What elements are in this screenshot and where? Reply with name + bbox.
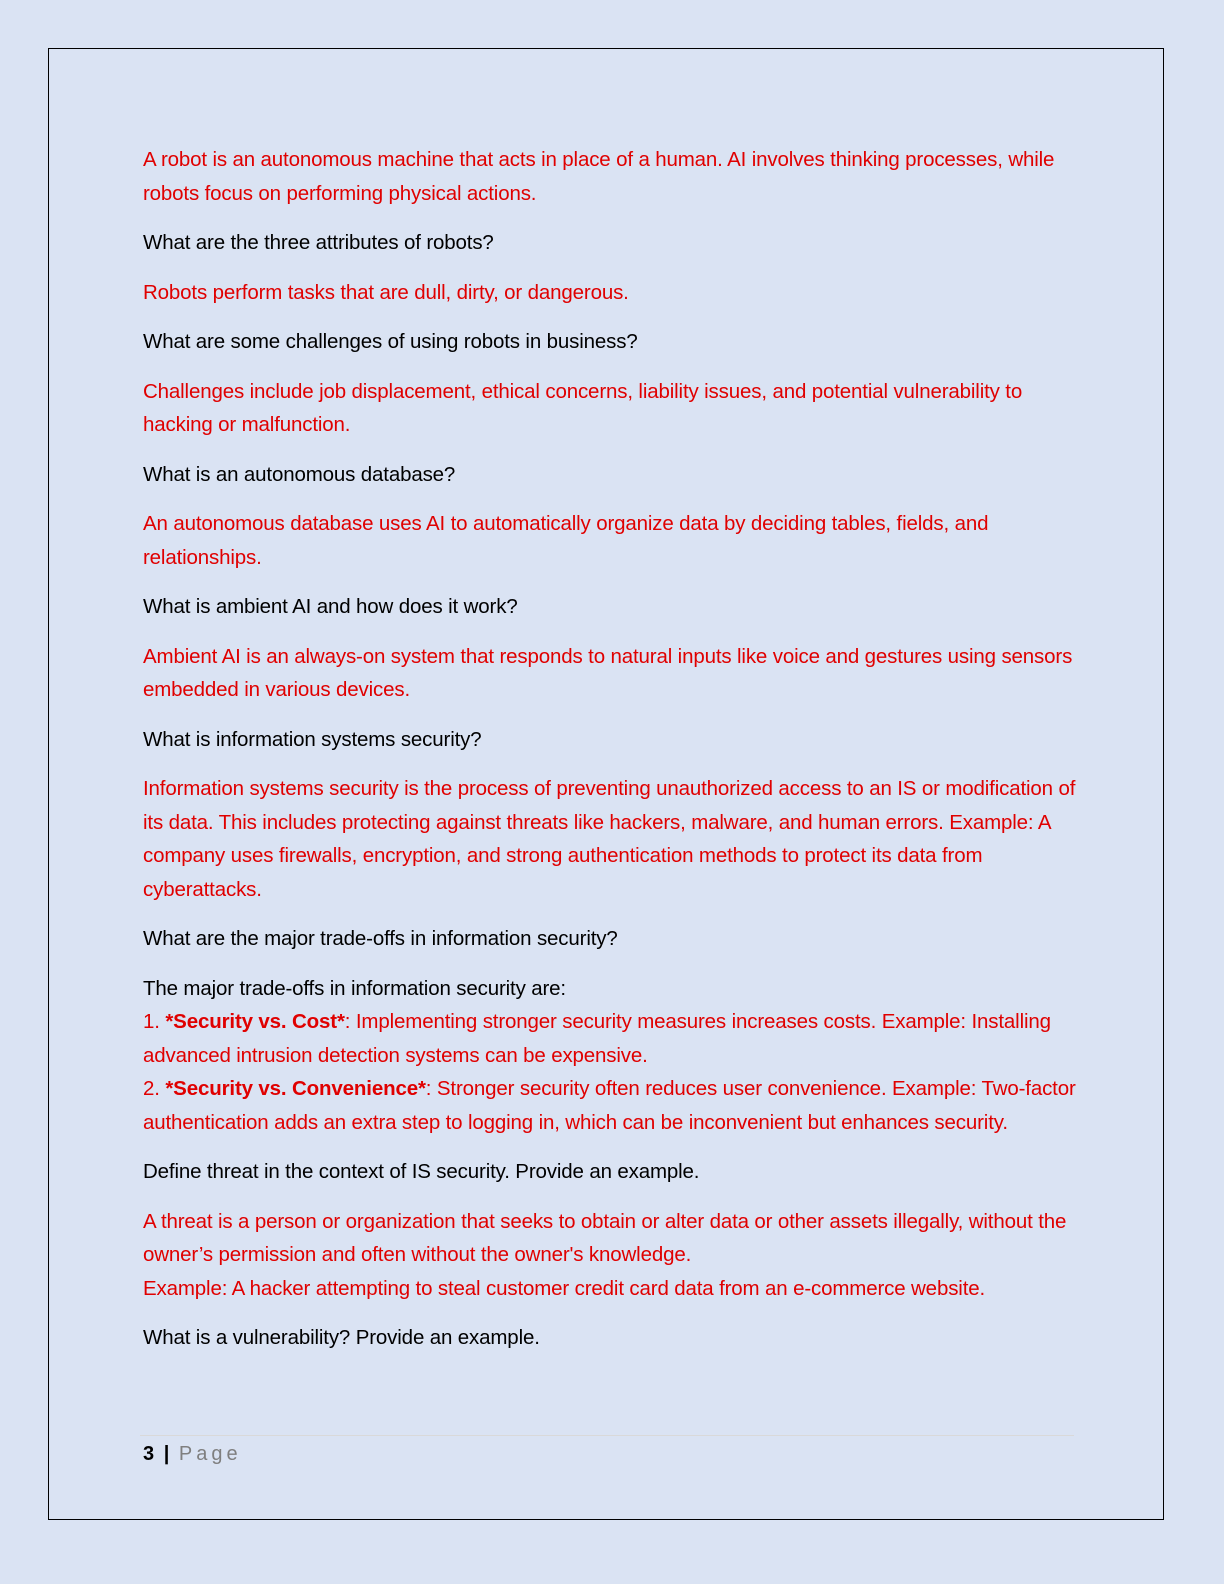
answer-robot-definition: A robot is an autonomous machine that acts in place of a human. AI involves thinking processes, while robots focus on performing physical actions. (143, 148, 1055, 205)
footer-divider (140, 1435, 1074, 1436)
answer-tradeoffs (143, 972, 1078, 1140)
question-ambient-ai: What is ambient AI and how does it work? (143, 595, 518, 618)
answer-robot-attributes: Robots perform tasks that are dull, dirty, or dangerous. (143, 280, 629, 304)
tradeoff-item-convenience: 2. *Security vs. Convenience*: Stronger security often reduces user convenience. Example: Two-factor authentication adds an extra step to logging in, which can be inconvenient but enhances security. (143, 1077, 1076, 1134)
answer-threat-example: Example: A hacker attempting to steal customer credit card data from an e-commerce website. (143, 1276, 986, 1300)
question-robot-attributes: What are the three attributes of robots? (143, 231, 494, 254)
page-label: Page (178, 1443, 242, 1465)
answer-robot-challenges: Challenges include job displacement, ethical concerns, liability issues, and potential vulnerability to hacking or malfunction. (143, 379, 1023, 436)
tradeoff-title-cost: *Security vs. Cost* (165, 1010, 345, 1033)
question-vulnerability: What is a vulnerability? Provide an example. (143, 1326, 540, 1349)
answer-ambient-ai: Ambient AI is an always-on system that responds to natural inputs like voice and gestures using sensors embedded in various devices. (143, 644, 1073, 701)
answer-threat (143, 1205, 1078, 1306)
question-autonomous-database: What is an autonomous database? (143, 462, 456, 486)
tradeoff-item-cost: 1. *Security vs. Cost*: Implementing stronger security measures increases costs. Example: Installing advanced intrusion detection systems can be expensive. (143, 1010, 1051, 1067)
page-footer (143, 1440, 242, 1468)
answer-is-security: Information systems security is the process of preventing unauthorized access to an IS or modification of its data. This includes protecting against threats like hackers, malware, and human errors. Example: A company uses firewalls, encryption, and strong authentication methods to protect its data from cyberattacks. (143, 777, 1076, 901)
tradeoff-title-convenience: *Security vs. Convenience* (165, 1077, 426, 1100)
question-threat: Define threat in the context of IS security. Provide an example. (143, 1160, 700, 1183)
document-body (143, 143, 1078, 1371)
question-robot-challenges: What are some challenges of using robots in business? (143, 330, 638, 353)
question-tradeoffs: What are the major trade-offs in information security? (143, 927, 618, 950)
page-number: 3 (143, 1443, 155, 1465)
tradeoffs-intro: The major trade-offs in information security are: (143, 976, 566, 1000)
answer-threat-definition: A threat is a person or organization that seeks to obtain or alter data or other assets illegally, without the owner’s permission and often without the owner's knowledge. (143, 1209, 1067, 1266)
question-is-security: What is information systems security? (143, 727, 482, 751)
answer-autonomous-database: An autonomous database uses AI to automatically organize data by deciding tables, fields, and relationships. (143, 512, 989, 569)
footer-separator: | (163, 1443, 170, 1465)
